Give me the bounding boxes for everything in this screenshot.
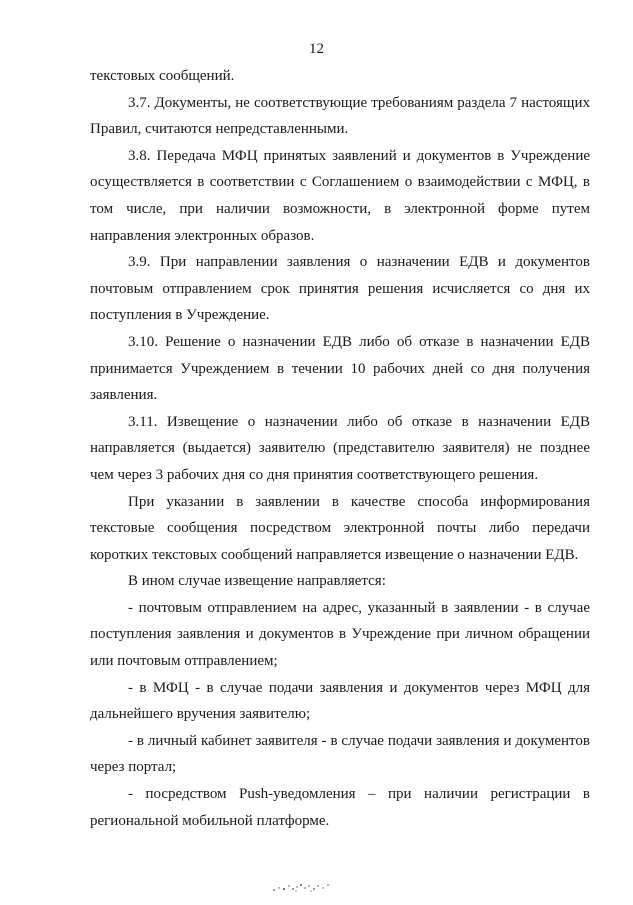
list-item-personal-cabinet: - в личный кабинет заявителя - в случае подачи заявления и документов через портал; [90,732,590,776]
paragraph-3-8: 3.8. Передача МФЦ принятых заявлений и документов в Учреждение осуществляется в соответствии с Соглашением о взаимодействии с МФЦ, в том числе, при наличии возможности, в электронной форме путем направления электронных образов. [90,147,590,244]
paragraph-3-10: 3.10. Решение о назначении ЕДВ либо об отказе в назначении ЕДВ принимается Учреждением в течении 10 рабочих дней со дня получения заявления. [90,333,590,404]
document-body [90,63,590,834]
list-item-postal: - почтовым отправлением на адрес, указанный в заявлении - в случае поступления заявления и документов в Учреждение при личном обращении или почтовым отправлением; [90,599,590,670]
paragraph-notification-method: При указании в заявлении в качестве способа информирования текстовые сообщения посредством электронной почты либо передачи коротких текстовых сообщений направляется извещение о назначении ЕДВ. [90,493,590,563]
list-item-push: - посредством Push-уведомления – при наличии регистрации в региональной мобильной платформе. [90,786,590,829]
paragraph-otherwise: В ином случае извещение направляется: [128,573,386,590]
scan-smudge [270,880,332,894]
paragraph-3-7: 3.7. Документы, не соответствующие требованиям раздела 7 настоящих Правил, считаются непредставленными. [90,94,590,138]
paragraph-3-9: 3.9. При направлении заявления о назначении ЕДВ и документов почтовым отправлением срок принятия решения исчисляется со дня их поступления в Учреждение. [90,254,590,324]
paragraph-continuation: текстовых сообщений. [90,68,235,84]
page-number: 12 [309,41,324,57]
list-item-mfc: - в МФЦ - в случае подачи заявления и документов через МФЦ для дальнейшего вручения заявителю; [90,679,590,723]
paragraph-3-11: 3.11. Извещение о назначении либо об отказе в назначении ЕДВ направляется (выдается) заявителю (представителю заявителя) не позднее чем через 3 рабочих дня со дня принятия соответствующего решения. [90,413,590,483]
